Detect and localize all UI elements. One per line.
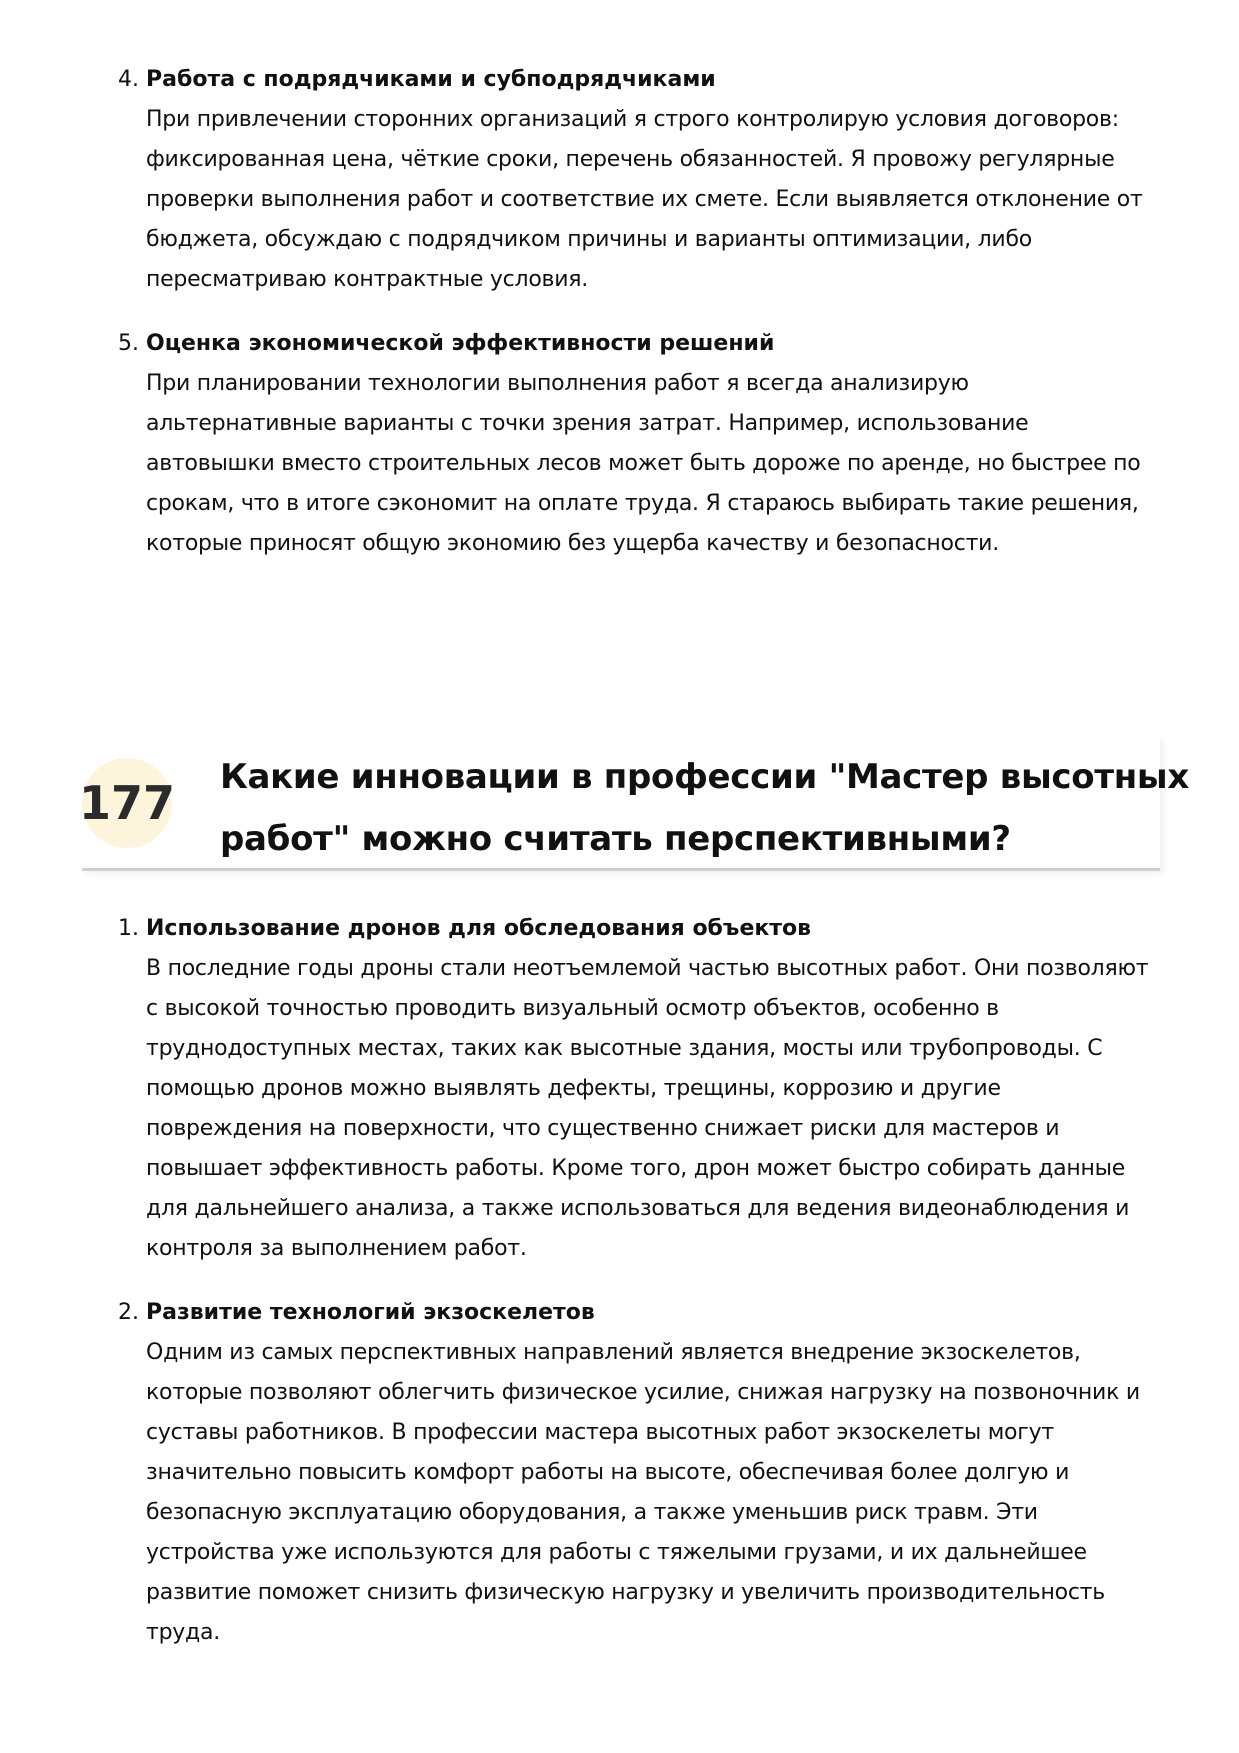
list-item-body xyxy=(146,100,1159,300)
body-line: для дальнейшего анализа, а также использоваться для ведения видеонаблюдения и xyxy=(146,1196,1130,1221)
body-line: помощью дронов можно выявлять дефекты, трещины, коррозию и другие xyxy=(146,1076,1001,1101)
answer-list xyxy=(0,909,1239,1653)
question-header xyxy=(78,736,1189,871)
list-item xyxy=(0,60,1239,300)
list-item-body xyxy=(146,364,1159,564)
list-item-number: 1. xyxy=(118,916,139,941)
list-item-body xyxy=(146,949,1159,1269)
list-item-title: Оценка экономической эффективности решений xyxy=(146,331,775,356)
top-list xyxy=(0,60,1239,564)
body-line: контроля за выполнением работ. xyxy=(146,1236,527,1261)
body-line: При планировании технологии выполнения работ я всегда анализирую xyxy=(146,371,969,396)
question-title-line: Какие инновации в профессии "Мастер высотных xyxy=(220,757,1189,797)
body-line: суставы работников. В профессии мастера высотных работ экзоскелеты могут xyxy=(146,1420,1054,1445)
list-item-body xyxy=(146,1333,1159,1653)
body-line: При привлечении сторонних организаций я строго контролирую условия договоров: xyxy=(146,107,1119,132)
question-title-line: работ" можно считать перспективными? xyxy=(220,819,1011,859)
body-line: альтернативные варианты с точки зрения затрат. Например, использование xyxy=(146,411,1029,436)
question-title xyxy=(220,746,1189,870)
list-item-title: Использование дронов для обследования объектов xyxy=(146,916,812,941)
body-line: развитие поможет снизить физическую нагрузку и увеличить производительность xyxy=(146,1580,1105,1605)
list-item-number: 5. xyxy=(118,331,139,356)
list-item-title: Работа с подрядчиками и субподрядчиками xyxy=(146,67,716,92)
body-line: которые приносят общую экономию без ущерба качеству и безопасности. xyxy=(146,531,999,556)
list-item xyxy=(0,909,1239,1269)
list-item-number: 4. xyxy=(118,67,139,92)
body-line: пересматриваю контрактные условия. xyxy=(146,267,589,292)
body-line: труда. xyxy=(146,1620,220,1645)
list-item xyxy=(0,1293,1239,1653)
body-line: которые позволяют облегчить физическое усилие, снижая нагрузку на позвоночник и xyxy=(146,1380,1140,1405)
body-line: проверки выполнения работ и соответствие их смете. Если выявляется отклонение от xyxy=(146,187,1143,212)
list-item-number: 2. xyxy=(118,1300,139,1325)
body-line: Одним из самых перспективных направлений является внедрение экзоскелетов, xyxy=(146,1340,1081,1365)
body-line: труднодоступных местах, таких как высотные здания, мосты или трубопроводы. С xyxy=(146,1036,1103,1061)
body-line: повреждения на поверхности, что существенно снижает риски для мастеров и xyxy=(146,1116,1060,1141)
body-line: повышает эффективность работы. Кроме того, дрон может быстро собирать данные xyxy=(146,1156,1126,1181)
body-line: с высокой точностью проводить визуальный осмотр объектов, особенно в xyxy=(146,996,999,1021)
body-line: автовышки вместо строительных лесов может быть дороже по аренде, но быстрее по xyxy=(146,451,1141,476)
list-item xyxy=(0,324,1239,564)
body-line: В последние годы дроны стали неотъемлемой частью высотных работ. Они позволяют xyxy=(146,956,1149,981)
body-line: бюджета, обсуждаю с подрядчиком причины и варианты оптимизации, либо xyxy=(146,227,1032,252)
list-item-title: Развитие технологий экзоскелетов xyxy=(146,1300,595,1325)
body-line: безопасную эксплуатацию оборудования, а также уменьшив риск травм. Эти xyxy=(146,1500,1038,1525)
question-number-badge: 177 xyxy=(82,758,172,848)
body-line: значительно повысить комфорт работы на высоте, обеспечивая более долгую и xyxy=(146,1460,1070,1485)
body-line: фиксированная цена, чёткие сроки, перечень обязанностей. Я провожу регулярные xyxy=(146,147,1115,172)
body-line: устройства уже используются для работы с тяжелыми грузами, и их дальнейшее xyxy=(146,1540,1087,1565)
body-line: срокам, что в итоге сэкономит на оплате труда. Я стараюсь выбирать такие решения, xyxy=(146,491,1139,516)
